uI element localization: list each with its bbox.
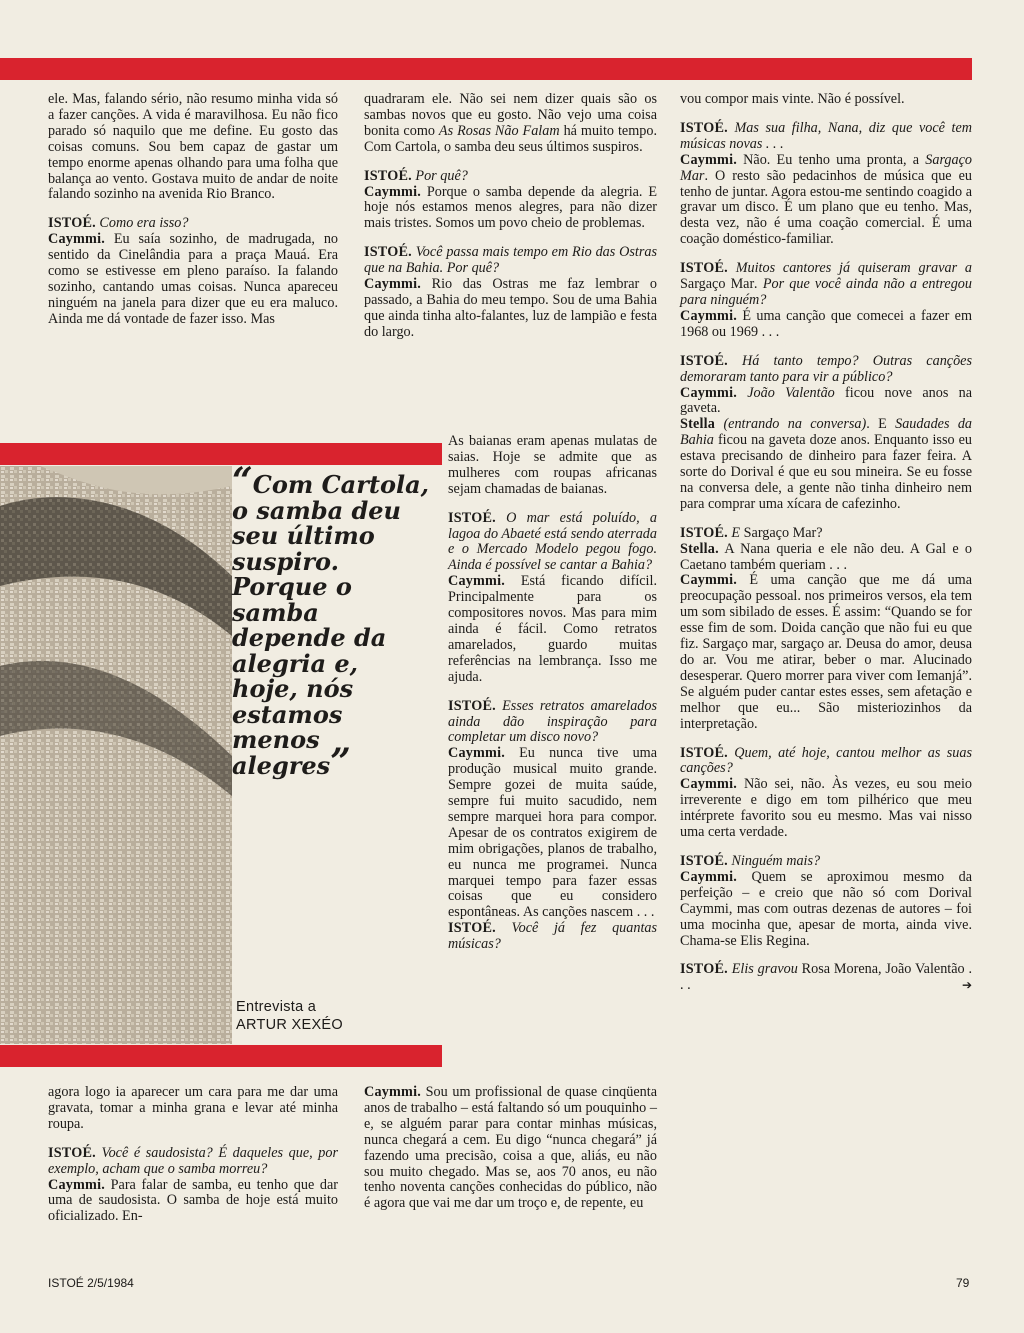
question: ISTOÉ. Você é saudosista? É daqueles que, por exemplo, acham que o samba morreu? Caymmi. Para falar de samba, eu tenho que dar uma de saudosista. O samba de hoje está muito oficializado. En- — [48, 1144, 339, 1225]
question: ISTOÉ. Quem, até hoje, cantou melhor as suas canções? Caymmi. Não sei, não. Às vezes, eu sou meio irreverente e digo em tom pilhérico que meu intérprete favorito sou eu mesmo. Mas vai nisso uma certa verdade. — [680, 744, 973, 841]
top-red-bar — [0, 58, 972, 80]
pull-quote — [232, 460, 432, 783]
credit-line-1: Entrevista a — [236, 999, 317, 1015]
footer-issue-date: ISTOÉ 2/5/1984 — [48, 1276, 134, 1290]
question: ISTOÉ. Há tanto tempo? Outras canções demoraram tanto para vir a público? Caymmi. João Valentão ficou nove anos na gaveta. Stella (entrando na conversa). E Saudades da Bahia ficou na gaveta doze anos. Enquanto isso eu estava precisando de dinheiro para fazer feira. A sorte do Dorival é que eu sou mineira. Se eu fosse na conversa dele, a gente não tinha dinheiro nem para comprar uma xícara de cafezinho. — [680, 352, 973, 512]
column-1-bottom — [48, 1085, 338, 1225]
continue-arrow-icon: ➔ — [961, 978, 972, 993]
question: ISTOÉ. Esses retratos amarelados ainda dão inspiração para completar um disco novo? Caymmi. Eu nunca tive uma produção musical muito grande. Sempre gozei de muita saúde, sempre fui muito sacudido, nem sempre marquei hora para compor. Apesar de os contratos exigirem de mim obrigações, planos de trabalho, eu nunca me programei. Nunca marquei tempo para fazer essas coisas que eu considero espontâneas. As canções nascem . . . ISTOÉ. Você já fez quantas músicas? — [448, 697, 658, 953]
paragraph: quadraram ele. Não sei nem dizer quais são os sambas novos que eu gosto. Não vejo uma coisa bonita como As Rosas Não Falam há muito tempo. Com Cartola, o samba deu seus últimos suspiros. — [364, 91, 657, 155]
paragraph: ele. Mas, falando sério, não resumo minha vida só a fazer canções. A vida é maravilhosa. Eu não fico parado só naquilo que me define. Eu gosto das coisas comuns. Sou bem capaz de gastar um tempo enorme apenas olhando para uma folha que balança ao vento. Gostava muito de andar de noite falando sozinho na avenida Rio Branco. — [48, 91, 338, 203]
question: ISTOÉ. O mar está poluído, a lagoa do Abaeté está sendo aterrada e o Mercado Modelo pegou fogo. Ainda é possível se cantar a Bahia? Caymmi. Está ficando difícil. Principalmente para os compositores novos. Mas para mim ainda é fácil. Como retratos amarelados, guardo muitas referências na lembrança. Isso me ajuda. — [448, 509, 657, 685]
pull-quote-text: Com Cartola, o samba deu seu último suspiro. Porque o samba depende da alegria e, hoje, nós estamos menos alegres — [232, 470, 429, 780]
question: ISTOÉ. Elis gravou Rosa Morena, João Valentão . . . ➔ — [680, 961, 973, 994]
column-2-narrow — [448, 434, 657, 953]
column-1-top — [48, 92, 338, 328]
open-quote-mark: “ — [232, 460, 253, 502]
column-3 — [680, 92, 972, 994]
mid-red-bar — [0, 443, 442, 465]
question: ISTOÉ. Por quê? Caymmi. Porque o samba depende da alegria. E hoje nós estamos menos alegres, para não dizer mais tristes. Somos um povo cheio de problemas. — [364, 167, 658, 232]
column-2-bottom — [364, 1085, 657, 1212]
interview-credit — [236, 998, 343, 1034]
paragraph: vou compor mais vinte. Não é possível. — [680, 91, 905, 107]
question: ISTOÉ. Muitos cantores já quiseram gravar a Sargaço Mar. Por que você ainda não a entregou para ninguém? Caymmi. É uma canção que comecei a fazer em 1968 ou 1969 . . . — [680, 260, 972, 340]
question: ISTOÉ. Você passa mais tempo em Rio das Ostras que na Bahia. Por quê? Caymmi. Rio das Ostras me faz lembrar o passado, a Bahia do meu tempo. Sou de uma Bahia que ainda tinha alto-falantes, luz de lampião e festa do largo. — [364, 244, 658, 340]
close-quote-mark: ” — [330, 740, 351, 783]
lower-red-bar — [0, 1045, 442, 1067]
page-number: 79 — [956, 1276, 970, 1290]
question: ISTOÉ. E Sargaço Mar? Stella. A Nana queria e ele não deu. A Gal e o Caetano também queriam . . . Caymmi. É uma canção que me dá uma preocupação pessoal. nos primeiros versos, ela tem um som sibilado de esses. É assim: “Quando se for esse fim de som. Doida canção que não fui eu que fiz. Sargaço mar, sargaço ar. Deusa do amor, deusa do ar. Vou me atirar, beber o mar. Alucinado desesperar. Quero morrer para viver com Iemanjá”. Se alguém puder cantar estes esses, sem afetação e melhor que eu... São misteriozinhos da interpretação. — [680, 524, 973, 732]
question: ISTOÉ. Mas sua filha, Nana, diz que você tem músicas novas . . . Caymmi. Não. Eu tenho uma pronta, a Sargaço Mar. O resto são pedacinhos de música que eu tenho de juntar. Agora estou-me sentindo coagido a gravar um disco. É um plano que eu tenho. Mas, desta vez, não é uma coação comercial. É uma coação doméstico-familiar. — [680, 119, 973, 248]
pavement-photo — [0, 466, 232, 1044]
column-2-top — [364, 92, 657, 341]
paragraph: agora logo ia aparecer um cara para me dar uma gravata, tomar a minha grana e levar até minha roupa. — [48, 1084, 338, 1132]
credit-author: ARTUR XEXÉO — [236, 1017, 343, 1033]
paragraph: As baianas eram apenas mulatas de saias. Hoje se admite que as mulheres com roupas africanas sejam chamadas de baianas. — [448, 433, 657, 497]
answer: Caymmi. Sou um profissional de quase cinqüenta anos de trabalho – está faltando só um pouquinho – e, se alguém parar para contar minhas músicas, nunca chegará a cem. Eu digo “nunca chegará” já fazendo uma precisão, coisa a que, aliás, eu não sou muito chegado. Mas se, aos 70 anos, eu não tenho noventa canções conhecidas do público, não é agora que vai me dar um troço e, de repente, eu — [364, 1084, 658, 1212]
question: ISTOÉ. Como era isso? Caymmi. Eu saía sozinho, de madrugada, no sentido da Cinelândia para a praça Mauá. Era como se estivesse em pleno paraíso. Ia falando sozinho, cantando umas coisas. Nunca apareceu ninguém na janela para dizer que eu era maluco. Ainda me dá vontade de fazer isso. Mas — [48, 215, 339, 327]
question: ISTOÉ. Ninguém mais? Caymmi. Quem se aproximou mesmo da perfeição – e creio que não só com Dorival Caymmi, mas com outras dezenas de autores – foi uma mocinha que, apesar de morta, ainda vive. Chama-se Elis Regina. — [680, 852, 972, 949]
